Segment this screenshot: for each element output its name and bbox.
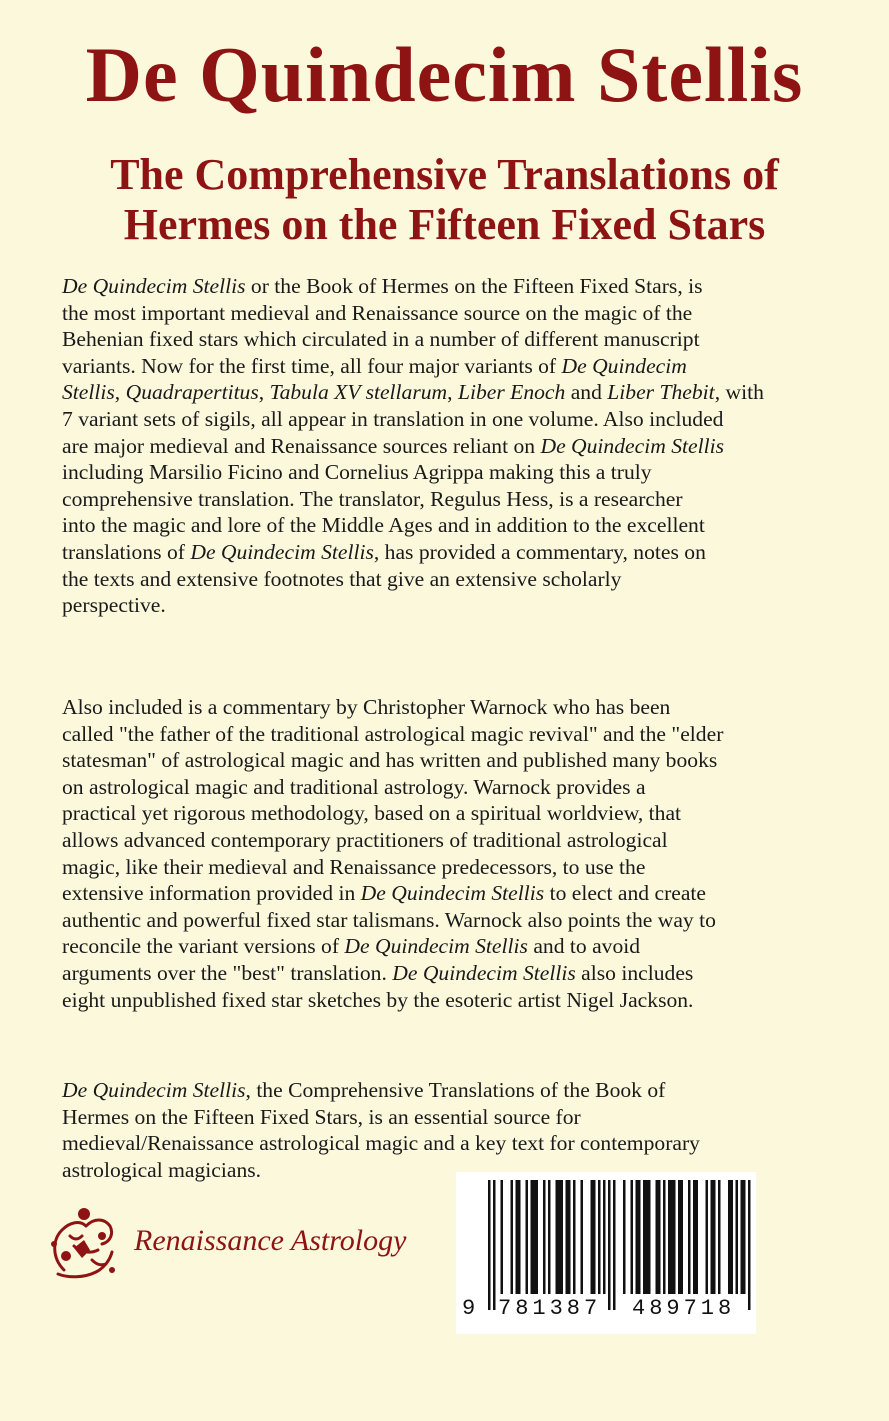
barcode-bar xyxy=(511,1180,514,1294)
text-run: , has provided a commentary, notes on xyxy=(373,539,706,564)
text-run: including Marsilio Ficino and Cornelius Agrippa making this a truly xyxy=(62,460,652,485)
barcode-bar xyxy=(591,1180,596,1294)
italic-title: Tabula XV stellarum xyxy=(269,380,448,405)
text-line xyxy=(62,694,852,721)
text-line xyxy=(62,1130,852,1157)
text-line xyxy=(62,827,852,854)
text-run: or the Book of Hermes on the Fifteen Fixed Stars, is xyxy=(245,274,703,298)
text-run: also includes xyxy=(575,960,694,985)
text-run: on astrological magic and traditional astrology. Warnock provides a xyxy=(62,774,646,799)
barcode-bar xyxy=(736,1180,739,1294)
text-line xyxy=(62,907,852,934)
barcode-bar xyxy=(543,1180,546,1294)
barcode-bar xyxy=(526,1180,529,1294)
barcode-bar xyxy=(488,1180,491,1310)
text-run: Behenian fixed stars which circulated in a number of different manuscript xyxy=(62,327,700,352)
text-run: magic, like their medieval and Renaissance predecessors, to use the xyxy=(62,854,646,879)
text-line xyxy=(62,353,852,380)
isbn-digits-left: 781387 xyxy=(498,1296,602,1321)
text-line xyxy=(62,273,852,300)
barcode-bar xyxy=(623,1180,626,1294)
italic-title: De Quindecim Stellis xyxy=(190,539,374,564)
barcode-bar xyxy=(656,1180,661,1294)
subtitle-line-1: The Comprehensive Translations of xyxy=(110,150,779,199)
barcode-bar xyxy=(548,1180,551,1294)
barcode-bar xyxy=(688,1180,691,1294)
barcode-bar xyxy=(728,1180,733,1294)
italic-title: De Quindecim xyxy=(561,353,687,378)
barcode-bar xyxy=(718,1180,721,1294)
text-run: extensive information provided in xyxy=(62,881,361,906)
text-run: , xyxy=(447,380,458,405)
text-line xyxy=(62,379,852,406)
italic-title: De Quindecim Stellis xyxy=(540,433,724,458)
italic-title: Stellis xyxy=(62,380,115,405)
barcode-bar xyxy=(566,1180,571,1294)
text-run: are major medieval and Renaissance sources reliant on xyxy=(62,433,541,458)
publisher-logo xyxy=(44,1200,424,1280)
text-line xyxy=(62,854,852,881)
text-line xyxy=(62,512,852,539)
text-run: Hermes on the Fifteen Fixed Stars, is an essential source for xyxy=(62,1104,581,1129)
italic-title: Quadrapertitus xyxy=(125,380,259,405)
text-run: arguments over the "best" translation. xyxy=(62,960,393,985)
book-subtitle xyxy=(0,150,889,250)
text-line xyxy=(62,987,852,1014)
isbn-digit-lead: 9 xyxy=(462,1296,476,1321)
barcode-bar xyxy=(603,1180,606,1294)
text-run: allows advanced contemporary practitioners of traditional astrological xyxy=(62,827,668,852)
barcode-bar xyxy=(748,1180,751,1310)
text-run: and xyxy=(565,380,608,405)
text-run: translations of xyxy=(62,539,191,564)
text-run: to elect and create xyxy=(544,881,707,906)
barcode-bar xyxy=(613,1180,616,1310)
book-title: De Quindecim Stellis xyxy=(85,31,804,118)
text-run: 7 variant sets of sigils, all appear in translation in one volume. Also included xyxy=(62,406,724,431)
text-line xyxy=(62,1077,852,1104)
text-run: reconcile the variant versions of xyxy=(62,934,345,959)
text-run: eight unpublished fixed star sketches by the esoteric artist Nigel Jackson. xyxy=(62,987,694,1012)
barcode-bar xyxy=(711,1180,716,1294)
text-run: into the magic and lore of the Middle Ages and in addition to the excellent xyxy=(62,513,705,538)
barcode-bar xyxy=(678,1180,683,1294)
barcode-bar xyxy=(706,1180,709,1294)
text-run: medieval/Renaissance astrological magic and a key text for contemporary xyxy=(62,1131,700,1156)
text-run: practical yet rigorous methodology, based on a spiritual worldview, that xyxy=(62,801,682,826)
text-run: perspective. xyxy=(62,593,166,618)
text-run: , with xyxy=(714,380,764,405)
text-line xyxy=(62,592,852,619)
text-line xyxy=(62,433,852,460)
italic-title: De Quindecim Stellis xyxy=(62,1078,246,1102)
text-line xyxy=(62,486,852,513)
text-run: Also included is a commentary by Christopher Warnock who has been xyxy=(62,695,671,719)
barcode-bar xyxy=(516,1180,521,1294)
text-line xyxy=(62,933,852,960)
text-line xyxy=(62,880,852,907)
barcode-bar xyxy=(493,1180,496,1310)
italic-title: Liber Thebit xyxy=(607,380,715,405)
italic-title: De Quindecim Stellis xyxy=(344,934,528,959)
barcode-bar xyxy=(598,1180,601,1294)
text-line xyxy=(62,800,852,827)
text-line xyxy=(62,300,852,327)
text-run: comprehensive translation. The translator, Regulus Hess, is a researcher xyxy=(62,486,683,511)
barcode-bar xyxy=(608,1180,611,1310)
barcode-bar xyxy=(741,1180,746,1294)
text-line xyxy=(62,459,852,486)
text-run: , the Comprehensive Translations of the Book of xyxy=(245,1078,666,1102)
barcode-bar xyxy=(643,1180,651,1294)
text-run: authentic and powerful fixed star talismans. Warnock also points the way to xyxy=(62,907,716,932)
isbn-number xyxy=(456,1296,756,1326)
text-line xyxy=(62,747,852,774)
barcode-bar xyxy=(668,1180,676,1294)
description-paragraph-3 xyxy=(62,1077,852,1183)
barcode-bar xyxy=(573,1180,576,1294)
text-run: astrological magicians. xyxy=(62,1157,262,1182)
subtitle-line-2: Hermes on the Fifteen Fixed Stars xyxy=(123,200,766,249)
text-run: statesman" of astrological magic and has written and published many books xyxy=(62,748,718,773)
barcode-bar xyxy=(693,1180,698,1294)
barcode-bar xyxy=(531,1180,539,1294)
description-paragraph-1 xyxy=(62,273,852,619)
text-run: variants. Now for the first time, all four major variants of xyxy=(62,353,562,378)
italic-title: De Quindecim Stellis xyxy=(360,881,545,906)
barcode-bar xyxy=(501,1180,504,1294)
isbn-digits-right: 489718 xyxy=(632,1296,736,1321)
text-run: , xyxy=(114,380,126,405)
text-line xyxy=(62,566,852,593)
text-run: , xyxy=(258,380,270,405)
text-run: called "the father of the traditional astrological magic revival" and the "elder xyxy=(62,721,724,746)
barcode-bar xyxy=(556,1180,564,1294)
italic-title: De Quindecim Stellis xyxy=(392,960,576,985)
publisher-name: Renaissance Astrology xyxy=(134,1224,407,1257)
barcode-bar xyxy=(636,1180,641,1294)
text-line xyxy=(62,960,852,987)
italic-title: De Quindecim Stellis xyxy=(62,274,246,298)
renaissance-figure-icon xyxy=(44,1200,122,1280)
text-line xyxy=(62,774,852,801)
barcode-bar xyxy=(631,1180,634,1294)
text-line xyxy=(62,721,852,748)
description-paragraph-2 xyxy=(62,694,852,1013)
text-line xyxy=(62,326,852,353)
text-run: the texts and extensive footnotes that give an extensive scholarly xyxy=(62,566,622,591)
isbn-barcode xyxy=(456,1172,756,1334)
barcode-bar xyxy=(581,1180,584,1294)
text-line xyxy=(62,1104,852,1131)
text-run: and to avoid xyxy=(527,934,641,959)
barcode-bar xyxy=(663,1180,666,1294)
text-line xyxy=(62,539,852,566)
italic-title: Liber Enoch xyxy=(457,380,566,405)
text-run: the most important medieval and Renaissance source on the magic of the xyxy=(62,300,693,325)
text-line xyxy=(62,406,852,433)
